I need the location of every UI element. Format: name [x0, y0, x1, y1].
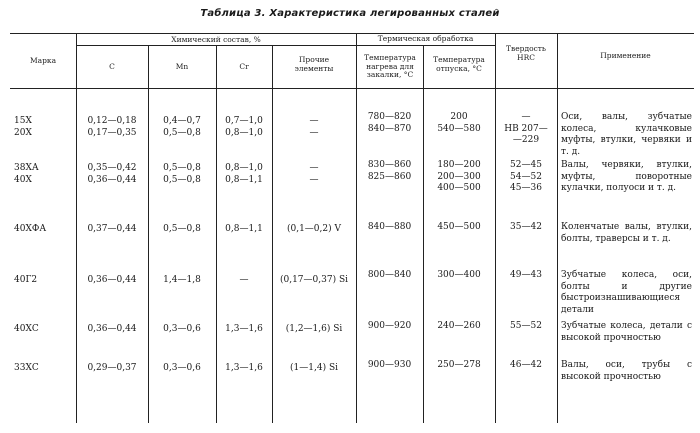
header-application: Применение [600, 51, 651, 60]
table-title: Таблица 3. Характеристика легированных сталей [200, 8, 500, 19]
row-chromium: 1,3—1,6 [225, 324, 263, 334]
row-temper-temperature: 240—260 [437, 321, 481, 331]
row-application: Валы, червяки, втулки, муфты, поворотные кулачки, полуоси и т. д. [561, 160, 692, 193]
row-manganese: 0,3—0,6 [163, 363, 201, 373]
row-manganese: 0,5—0,8 [163, 224, 201, 234]
row-temper-temperature: 200 540—580 [437, 112, 481, 134]
row-grade: 40ХФА [14, 224, 47, 234]
row-manganese: 0,5—0,8 0,5—0,8 [163, 163, 201, 185]
row-temper-temperature: 250—278 [437, 360, 481, 370]
row-chromium: 0,7—1,0 0,8—1,0 [225, 116, 263, 138]
subheader-rule-heat [356, 45, 495, 46]
row-other-elements: (0,1—0,2) V [286, 224, 341, 234]
row-carbon: 0,36—0,44 [87, 324, 137, 334]
header-grade: Марка [29, 56, 57, 65]
row-application: Зубчатые колеса, детали с высокой прочностью [561, 321, 692, 343]
row-application: Оси, валы, зубчатые колеса, кулачковые муфты, втулки, червяки и т. д. [561, 112, 692, 157]
row-grade: 15Х 20Х [14, 116, 32, 138]
row-hardness: — HB 207— —229 [504, 112, 548, 145]
row-other-elements: — — [309, 163, 319, 185]
header-other-elements: Прочие элементы [294, 55, 334, 73]
row-other-elements: (1,2—1,6) Si [285, 324, 343, 334]
row-carbon: 0,12—0,18 0,17—0,35 [87, 116, 137, 138]
row-chromium: 1,3—1,6 [225, 363, 263, 373]
row-application: Зубчатые колеса, оси, болты и другие быстроизнашивающиеся детали [561, 270, 692, 315]
row-chromium: — [239, 275, 249, 285]
row-temper-temperature: 300—400 [437, 270, 481, 280]
header-temper-temperature: Температура отпуска, °C [433, 55, 485, 73]
row-carbon: 0,37—0,44 [87, 224, 137, 234]
header-chemical-composition: Химический состав, % [171, 35, 261, 44]
row-chromium: 0,8—1,0 0,8—1,1 [225, 163, 263, 185]
row-temper-temperature: 180—200 200—300 400—500 [437, 160, 481, 193]
table-top-border [10, 33, 694, 34]
col-divider-8 [557, 33, 558, 423]
header-quench-temperature: Температура нагрева для закалки, °C [364, 53, 416, 79]
header-heat-treatment: Термическая обработка [377, 34, 474, 43]
row-quench-temperature: 900—930 [367, 360, 412, 370]
row-quench-temperature: 780—820 840—870 [367, 112, 412, 134]
row-application: Коленчатые валы, втулки, болты, траверсы и т. д. [561, 222, 692, 244]
header-chromium: Cr [239, 62, 249, 71]
row-hardness: 46—42 [510, 360, 542, 370]
row-grade: 38ХА 40Х [14, 163, 39, 185]
row-other-elements: — — [309, 116, 319, 138]
row-carbon: 0,36—0,44 [87, 275, 137, 285]
row-grade: 33ХС [14, 363, 39, 373]
header-manganese: Mn [175, 62, 189, 71]
header-bottom-border [10, 88, 694, 89]
row-other-elements: (0,17—0,37) Si [279, 275, 348, 285]
row-grade: 40ХС [14, 324, 39, 334]
row-hardness: 49—43 [510, 270, 542, 280]
row-chromium: 0,8—1,1 [225, 224, 263, 234]
row-application: Валы, оси, трубы с высокой прочностью [561, 360, 692, 382]
row-quench-temperature: 800—840 [367, 270, 412, 280]
row-carbon: 0,35—0,42 0,36—0,44 [87, 163, 137, 185]
row-grade: 40Г2 [14, 275, 38, 285]
row-manganese: 1,4—1,8 [163, 275, 201, 285]
row-quench-temperature: 900—920 [367, 321, 412, 331]
row-other-elements: (1—1,4) Si [290, 363, 338, 373]
header-carbon: C [109, 62, 115, 71]
row-carbon: 0,29—0,37 [87, 363, 137, 373]
row-temper-temperature: 450—500 [437, 222, 481, 232]
row-quench-temperature: 830—860 825—860 [367, 160, 412, 182]
row-hardness: 52—45 54—52 45—36 [510, 160, 542, 193]
row-hardness: 35—42 [510, 222, 542, 232]
row-hardness: 55—52 [510, 321, 542, 331]
row-quench-temperature: 840—880 [367, 222, 412, 232]
row-manganese: 0,4—0,7 0,5—0,8 [163, 116, 201, 138]
header-hardness: Твердость HRC [505, 44, 547, 62]
row-manganese: 0,3—0,6 [163, 324, 201, 334]
